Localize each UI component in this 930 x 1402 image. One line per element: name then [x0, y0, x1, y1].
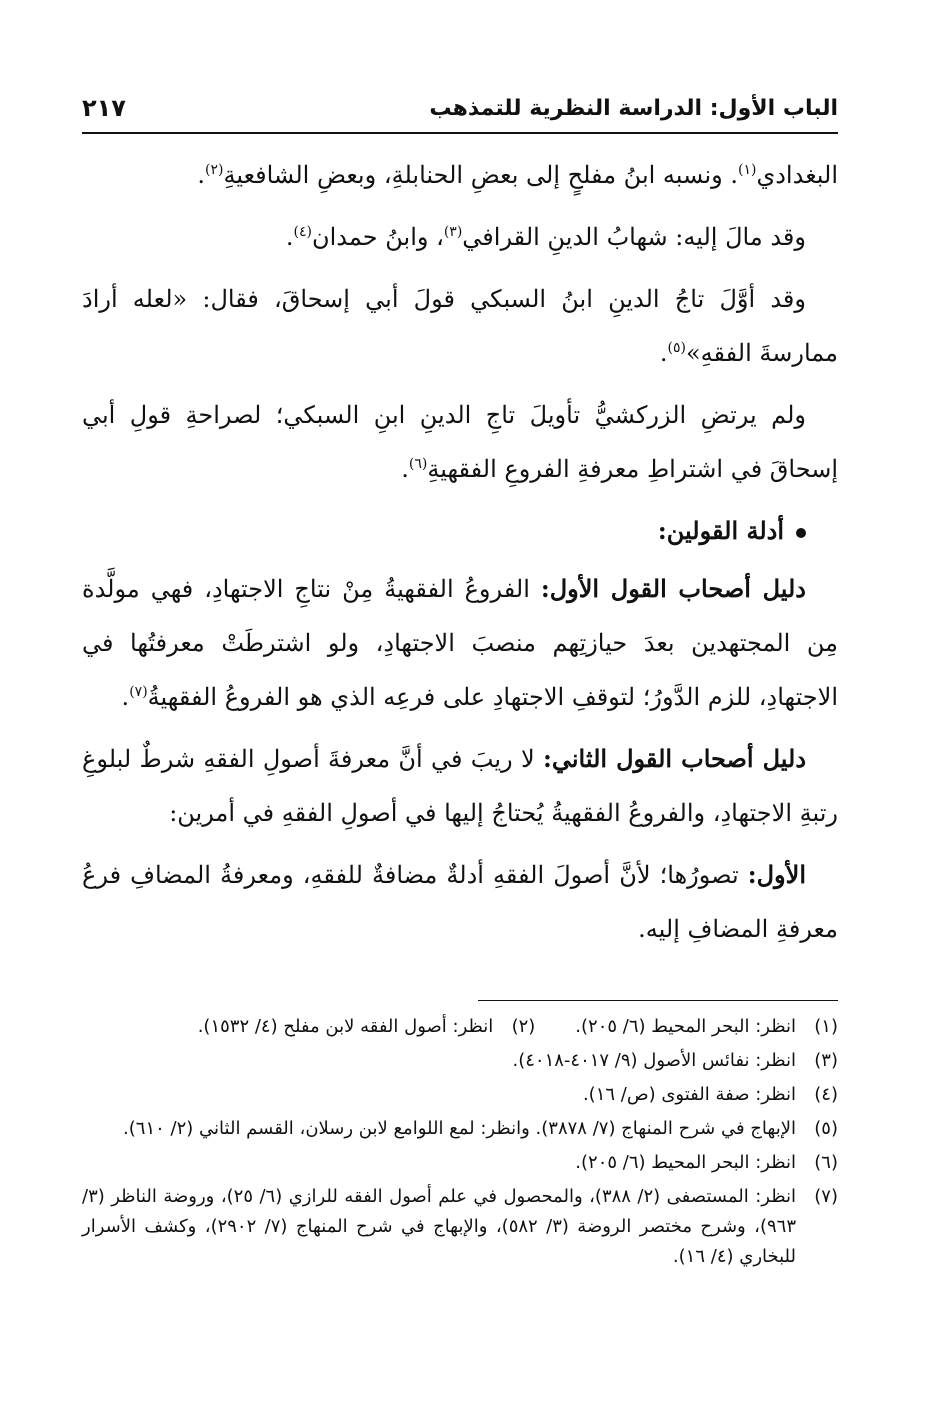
- footnote-3: [82, 1046, 838, 1076]
- heading-text: أدلة القولين:: [657, 516, 784, 545]
- text-run: وقد أوَّلَ تاجُ الدينِ ابنُ السبكي قولَ أبي إسحاقَ، فقال: «لعله أرادَ ممارسةَ الفقهِ»: [82, 285, 838, 367]
- lead-text: الأول:: [747, 860, 806, 889]
- footnote-text: انظر: البحر المحيط (٦/ ٢٠٥).: [575, 1016, 796, 1037]
- footnote-number: (٧): [814, 1186, 838, 1207]
- paragraph-1: [82, 148, 838, 202]
- lead-text: دليل أصحاب القول الثاني:: [542, 744, 807, 773]
- footnote-ref: (٣): [443, 224, 463, 240]
- main-text: [82, 148, 838, 964]
- paragraph-5: [82, 562, 838, 724]
- paragraph-4: [82, 388, 838, 496]
- footnote-text: انظر: البحر المحيط (٦/ ٢٠٥).: [575, 1152, 796, 1173]
- footnote-text: انظر: أصول الفقه لابن مفلح (٤/ ١٥٣٢).: [197, 1016, 494, 1037]
- footnote-divider: [478, 1000, 838, 1001]
- text-run: . ونسبه ابنُ مفلحٍ إلى بعضِ الحنابلةِ، وبعضِ الشافعيةِ: [223, 161, 738, 189]
- text-run: وقد مالَ إليه: شهابُ الدينِ القرافي: [462, 223, 806, 251]
- footnote-text: انظر: المستصفى (٢/ ٣٨٨)، والمحصول في علم أصول الفقه للرازي (٦/ ٢٥)، وروضة الناظر (٣/ ٩٦٣)، وشرح مختصر الروضة (٣/ ٥٨٢)، والإبهاج في شرح المنهاج (٧/ ٢٩٠٢)، وكشف الأسرار للبخاري (٤/ ١٦).: [82, 1186, 796, 1267]
- text-run: ولم يرتضِ الزركشيُّ تأويلَ تاجِ الدينِ ابنِ السبكي؛ لصراحةِ قولِ أبي إسحاقَ في اشتراطِ معرفةِ الفروعِ الفقهيةِ: [82, 401, 838, 483]
- page-number: ٢١٧: [82, 94, 126, 122]
- footnote-7: [82, 1182, 838, 1272]
- text-run: .: [197, 161, 205, 189]
- paragraph-6: [82, 732, 838, 840]
- text-run: تصورُها؛ لأنَّ أصولَ الفقهِ أدلةٌ مضافةٌ للفقهِ، ومعرفةُ المضافِ فرعُ معرفةِ المضافِ إليه.: [82, 861, 838, 943]
- footnote-ref: (٦): [408, 456, 428, 472]
- chapter-title: الباب الأول: الدراسة النظرية للتمذهب: [429, 96, 838, 121]
- footnote-1: [575, 1012, 838, 1042]
- running-header: [82, 92, 838, 134]
- section-heading: [82, 504, 838, 558]
- footnote-number: (٦): [814, 1152, 838, 1173]
- text-run: ، وابنُ حمدان: [312, 223, 444, 251]
- text-run: لا ريبَ في أنَّ معرفةَ أصولِ الفقهِ شرطٌ لبلوغِ رتبةِ الاجتهادِ، والفروعُ الفقهيةُ يُحتاجُ إليها في أصولِ الفقهِ في أمرين:: [82, 745, 838, 827]
- footnote-ref: (٥): [667, 340, 686, 356]
- paragraph-7: [82, 848, 838, 956]
- footnote-ref: (١): [737, 162, 757, 178]
- footnote-row-1-2: [82, 1012, 838, 1042]
- footnote-ref: (٢): [204, 162, 224, 178]
- footnote-number: (٢): [511, 1016, 536, 1037]
- footnote-number: (٥): [814, 1118, 838, 1139]
- paragraph-2: [82, 210, 838, 264]
- footnote-ref: (٤): [293, 224, 313, 240]
- footnote-4: [82, 1080, 838, 1110]
- footnote-6: [82, 1148, 838, 1178]
- text-run: .: [121, 683, 130, 711]
- text-run: الفروعُ الفقهيةُ مِنْ نتاجِ الاجتهادِ، فهي مولَّدة مِن المجتهدين بعدَ حيازتِهم منصبَ الاجتهادِ، ولو اشترطَتْ معرفتُها في الاجتهادِ، للزم الدَّورُ؛ لتوقفِ الاجتهادِ على فرعِه الذي هو الفروعُ الفقهيةُ: [82, 575, 838, 711]
- footnote-number: (١): [814, 1016, 838, 1037]
- footnote-text: الإبهاج في شرح المنهاج (٧/ ٣٨٧٨). وانظر: لمع اللوامع لابن رسلان، القسم الثاني (٢/ ٦١٠).: [123, 1118, 796, 1139]
- lead-text: دليل أصحاب القول الأول:: [540, 574, 806, 603]
- text-run: .: [659, 339, 668, 367]
- footnote-number: (٤): [814, 1084, 838, 1105]
- text-run: .: [401, 455, 409, 483]
- footnote-number: (٣): [814, 1050, 838, 1071]
- text-run: .: [285, 223, 294, 251]
- footnote-2: [198, 1012, 536, 1042]
- footnote-ref: (٧): [129, 684, 148, 700]
- footnotes: [82, 1012, 838, 1276]
- footnote-5: [82, 1114, 838, 1144]
- text-run: البغدادي: [756, 161, 838, 189]
- footnote-text: انظر: نفائس الأصول (٩/ ٤٠١٧-٤٠١٨).: [512, 1050, 796, 1071]
- footnote-text: انظر: صفة الفتوى (ص/ ١٦).: [582, 1084, 796, 1105]
- paragraph-3: [82, 272, 838, 380]
- bullet-icon: [796, 528, 806, 538]
